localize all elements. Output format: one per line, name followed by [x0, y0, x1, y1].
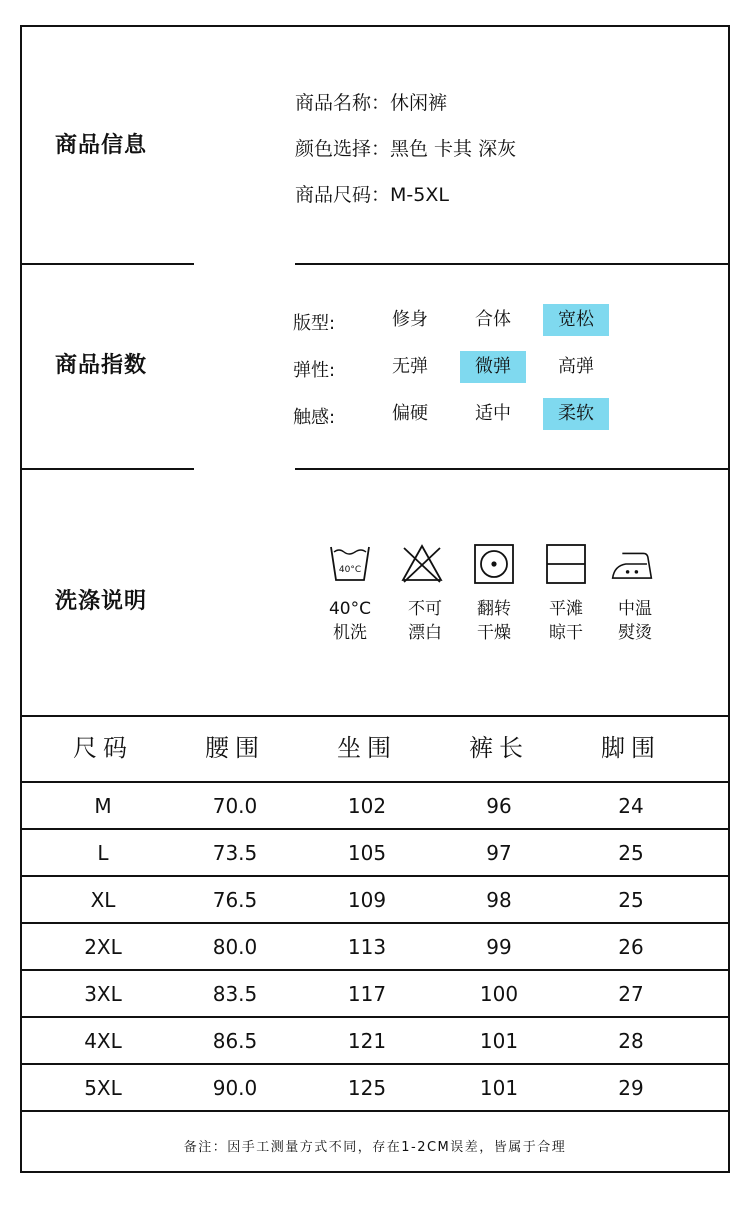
- table-header-waist: 腰围: [205, 734, 265, 762]
- cell-waist: 90.0: [212, 1076, 258, 1100]
- cell-size: L: [97, 841, 109, 865]
- index-option-feel-hard: 偏硬: [392, 403, 428, 424]
- index-option-fit-slim: 修身: [392, 309, 428, 330]
- table-row: [22, 924, 728, 971]
- cell-waist: 73.5: [212, 841, 258, 865]
- section-title-info: 商品信息: [55, 133, 148, 158]
- cell-hip: 117: [347, 982, 387, 1006]
- wash-label-2-line1: 不可: [408, 599, 442, 619]
- table-header-hip: 坐围: [337, 734, 397, 762]
- cell-size: 5XL: [84, 1076, 122, 1100]
- cell-waist: 70.0: [212, 794, 258, 818]
- cell-hip: 102: [347, 794, 387, 818]
- wash-label-4-line2: 晾干: [549, 623, 583, 643]
- table-header-length: 裤长: [469, 734, 529, 762]
- wash-label-5-line1: 中温: [618, 599, 652, 619]
- wash-label-1-line2: 机洗: [333, 623, 367, 643]
- table-row: [22, 1065, 728, 1112]
- cell-hem: 29: [618, 1076, 644, 1100]
- cell-waist: 76.5: [212, 888, 258, 912]
- wash-label-3-line2: 干燥: [477, 623, 511, 643]
- cell-length: 97: [486, 841, 512, 865]
- cell-hem: 25: [618, 841, 644, 865]
- table-row: [22, 830, 728, 877]
- wash-label-3: [459, 597, 529, 645]
- product-name: 商品名称：休闲裤: [295, 92, 448, 114]
- cell-hip: 109: [347, 888, 387, 912]
- cell-hem: 26: [618, 935, 644, 959]
- no-bleach-icon: [400, 542, 444, 586]
- divider-left-1: [22, 263, 194, 265]
- wash-label-4-line1: 平滩: [549, 599, 583, 619]
- table-header-hem: 脚围: [601, 734, 661, 762]
- index-option-fit-loose: 宽松: [543, 304, 609, 336]
- cell-length: 99: [486, 935, 512, 959]
- cell-hem: 24: [618, 794, 644, 818]
- table-row: [22, 971, 728, 1018]
- table-row: [22, 1018, 728, 1065]
- cell-size: 2XL: [84, 935, 122, 959]
- divider-left-2: [22, 468, 194, 470]
- cell-hem: 25: [618, 888, 644, 912]
- wash-label-3-line1: 翻转: [477, 599, 511, 619]
- index-label-elasticity: 弹性:: [293, 360, 336, 381]
- tumble-dry-icon: [472, 542, 516, 586]
- divider-right-2: [295, 468, 728, 470]
- wash-label-4: [531, 597, 601, 645]
- divider-right-1: [295, 263, 728, 265]
- index-option-feel-soft: 柔软: [543, 398, 609, 430]
- cell-waist: 86.5: [212, 1029, 258, 1053]
- wash-tub-temp: 40°C: [338, 565, 362, 575]
- index-option-elastic-high: 高弹: [558, 356, 594, 377]
- wash-label-1: [315, 597, 385, 645]
- index-option-feel-medium: 适中: [475, 403, 511, 424]
- cell-hem: 28: [618, 1029, 644, 1053]
- index-label-fit: 版型:: [293, 313, 336, 334]
- index-option-fit-regular: 合体: [475, 309, 511, 330]
- index-option-elastic-none: 无弹: [392, 356, 428, 377]
- section-title-index: 商品指数: [55, 353, 148, 378]
- cell-hem: 27: [618, 982, 644, 1006]
- cell-size: XL: [90, 888, 116, 912]
- table-row: [22, 877, 728, 924]
- cell-hip: 105: [347, 841, 387, 865]
- cell-hip: 125: [347, 1076, 387, 1100]
- wash-40-icon: [328, 542, 372, 586]
- product-colors: 颜色选择：黑色 卡其 深灰: [295, 138, 517, 160]
- row-line: [22, 1110, 728, 1112]
- cell-length: 101: [479, 1076, 519, 1100]
- cell-size: 4XL: [84, 1029, 122, 1053]
- wash-label-2-line2: 漂白: [408, 623, 442, 643]
- wash-label-5: [600, 597, 670, 645]
- cell-size: 3XL: [84, 982, 122, 1006]
- cell-hip: 121: [347, 1029, 387, 1053]
- dry-flat-icon: [544, 542, 588, 586]
- table-row: [22, 783, 728, 830]
- measurement-note: 备注：因手工测量方式不同，存在1-2CM误差，皆属于合理: [183, 1140, 567, 1155]
- wash-label-2: [390, 597, 460, 645]
- cell-length: 100: [479, 982, 519, 1006]
- wash-label-1-line1: 40°C: [328, 599, 371, 619]
- iron-medium-icon: [610, 542, 654, 586]
- cell-waist: 83.5: [212, 982, 258, 1006]
- index-label-feel: 触感:: [293, 407, 336, 428]
- cell-size: M: [94, 794, 112, 818]
- cell-length: 96: [486, 794, 512, 818]
- index-option-elastic-slight: 微弹: [460, 351, 526, 383]
- product-sizes: 商品尺码：M-5XL: [295, 184, 449, 206]
- cell-length: 101: [479, 1029, 519, 1053]
- section-title-wash: 洗涤说明: [55, 589, 148, 614]
- cell-length: 98: [486, 888, 512, 912]
- cell-hip: 113: [347, 935, 387, 959]
- table-top-line: [22, 715, 728, 717]
- wash-label-5-line2: 熨烫: [618, 623, 652, 643]
- cell-waist: 80.0: [212, 935, 258, 959]
- table-header-size: 尺码: [73, 734, 133, 762]
